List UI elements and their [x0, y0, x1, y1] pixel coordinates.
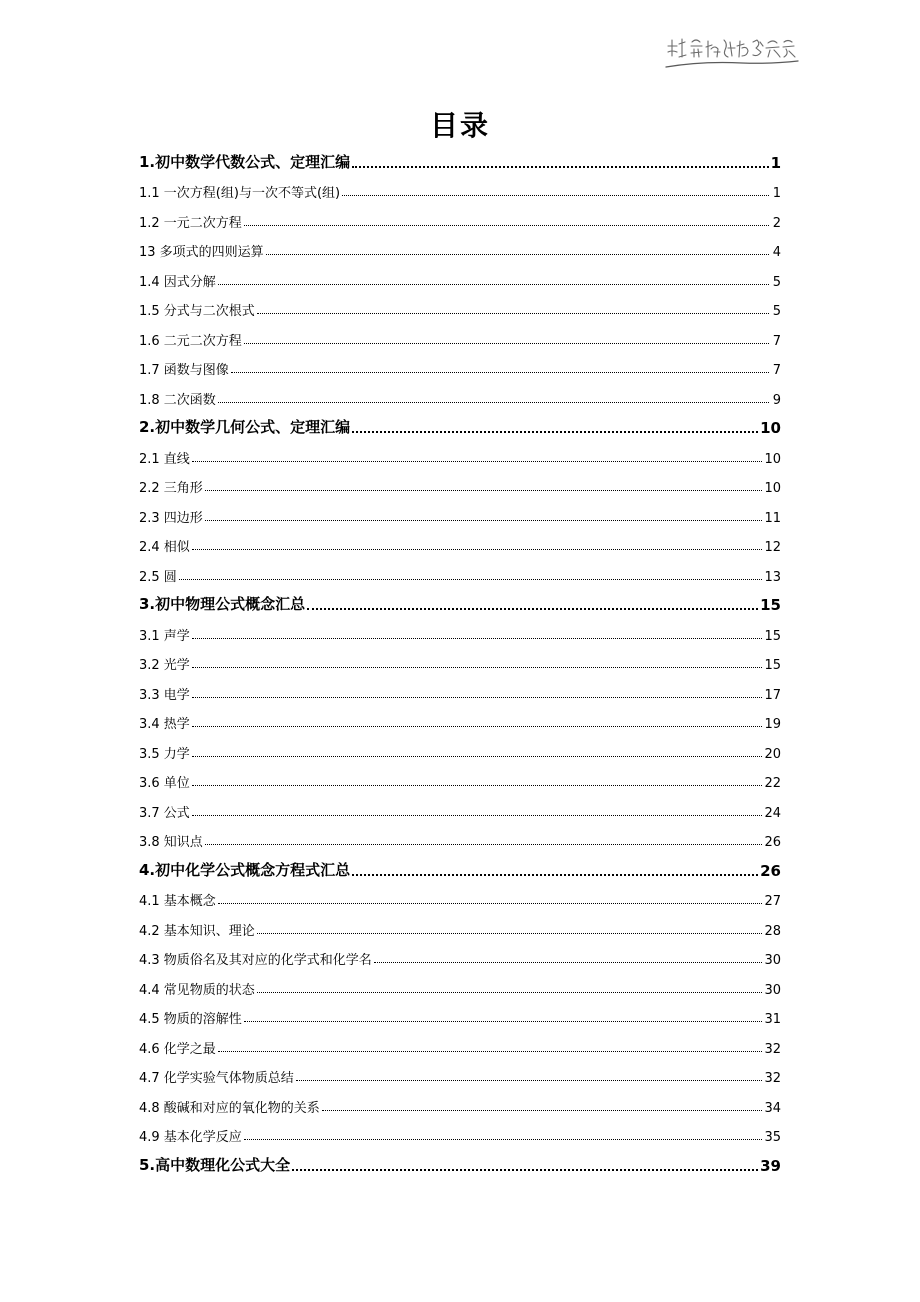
toc-dot-leader	[292, 1169, 758, 1171]
handwritten-signature	[662, 30, 802, 76]
toc-dot-leader	[218, 1051, 763, 1052]
toc-entry-page-number: 4	[772, 245, 781, 260]
toc-entry-label: 3.5 力学	[139, 746, 190, 762]
toc-dot-leader	[244, 1139, 763, 1140]
toc-title: 目录	[429, 109, 490, 142]
toc-entry-label: 2.1 直线	[139, 451, 190, 467]
toc-section-entry[interactable]	[139, 470, 781, 500]
toc-section-entry[interactable]	[139, 529, 781, 559]
toc-entry-page-number: 5	[772, 274, 781, 290]
toc-entry-page-number: 11	[764, 510, 781, 526]
toc-section-entry[interactable]	[139, 676, 781, 706]
toc-dot-leader	[296, 1080, 763, 1081]
toc-entry-page-number: 32	[764, 1071, 781, 1086]
toc-entry-label: 3.1 声学	[139, 628, 190, 644]
toc-entry-label: 4.7 化学实验气体物质总结	[139, 1071, 294, 1086]
toc-section-entry[interactable]	[139, 794, 781, 824]
toc-section-entry[interactable]	[139, 883, 781, 913]
toc-dot-leader	[244, 1021, 763, 1022]
toc-chapter-entry[interactable]	[139, 853, 781, 883]
toc-dot-leader	[192, 667, 763, 668]
toc-entry-label: 3.2 光学	[139, 658, 190, 673]
toc-dot-leader	[218, 903, 763, 904]
toc-section-entry[interactable]	[139, 204, 781, 234]
toc-dot-leader	[307, 608, 758, 610]
toc-entry-label: 4.9 基本化学反应	[139, 1130, 242, 1145]
toc-list	[139, 145, 781, 1178]
toc-dot-leader	[205, 844, 763, 845]
toc-entry-page-number: 5	[772, 304, 781, 319]
toc-dot-leader	[244, 343, 769, 344]
toc-chapter-entry[interactable]	[139, 145, 781, 175]
toc-chapter-entry[interactable]	[139, 1148, 781, 1178]
toc-chapter-entry[interactable]	[139, 588, 781, 618]
toc-entry-label: 2.初中数学几何公式、定理汇编	[139, 418, 351, 436]
toc-entry-label: 4.1 基本概念	[139, 894, 216, 909]
toc-dot-leader	[352, 431, 758, 433]
toc-entry-page-number: 10	[764, 451, 781, 467]
toc-section-entry[interactable]	[139, 1060, 781, 1090]
toc-section-entry[interactable]	[139, 765, 781, 795]
toc-dot-leader	[244, 225, 769, 226]
toc-entry-label: 1.8 二次函数	[139, 392, 216, 408]
toc-entry-page-number: 7	[772, 363, 781, 378]
toc-section-entry[interactable]	[139, 1089, 781, 1119]
toc-section-entry[interactable]	[139, 1119, 781, 1149]
toc-dot-leader	[192, 756, 763, 757]
toc-entry-label: 1.2 一元二次方程	[139, 215, 242, 231]
toc-entry-page-number: 15	[760, 596, 781, 614]
toc-section-entry[interactable]	[139, 499, 781, 529]
toc-entry-label: 13 多项式的四则运算	[139, 245, 264, 260]
toc-entry-label: 4.8 酸碱和对应的氧化物的关系	[139, 1100, 320, 1116]
toc-entry-page-number: 12	[764, 540, 781, 555]
toc-entry-label: 4.4 常见物质的状态	[139, 982, 255, 998]
toc-section-entry[interactable]	[139, 942, 781, 972]
toc-section-entry[interactable]	[139, 706, 781, 736]
toc-entry-page-number: 26	[764, 835, 781, 850]
toc-dot-leader	[342, 195, 769, 196]
toc-entry-label: 4.2 基本知识、理论	[139, 923, 255, 939]
toc-entry-page-number: 30	[764, 953, 781, 968]
toc-dot-leader	[257, 933, 763, 934]
toc-section-entry[interactable]	[139, 824, 781, 854]
toc-dot-leader	[218, 284, 769, 285]
toc-entry-label: 1.6 二元二次方程	[139, 333, 242, 349]
toc-section-entry[interactable]	[139, 440, 781, 470]
toc-entry-page-number: 15	[764, 628, 781, 644]
toc-section-entry[interactable]	[139, 558, 781, 588]
toc-entry-page-number: 34	[764, 1100, 781, 1116]
toc-section-entry[interactable]	[139, 263, 781, 293]
toc-dot-leader	[257, 313, 769, 314]
toc-entry-page-number: 28	[764, 923, 781, 939]
toc-entry-label: 2.4 相似	[139, 540, 190, 555]
toc-section-entry[interactable]	[139, 381, 781, 411]
toc-section-entry[interactable]	[139, 971, 781, 1001]
toc-dot-leader	[257, 992, 763, 993]
toc-entry-label: 1.1 一次方程(组)与一次不等式(组)	[139, 186, 341, 201]
toc-entry-page-number: 10	[760, 419, 781, 437]
toc-entry-page-number: 13	[764, 569, 781, 585]
toc-section-entry[interactable]	[139, 735, 781, 765]
toc-dot-leader	[205, 520, 763, 521]
toc-dot-leader	[192, 461, 763, 462]
toc-entry-label: 2.5 圆	[139, 569, 177, 585]
toc-entry-page-number: 39	[760, 1156, 781, 1175]
toc-entry-label: 4.6 化学之最	[139, 1041, 216, 1057]
toc-dot-leader	[192, 785, 763, 786]
toc-dot-leader	[192, 638, 763, 639]
toc-section-entry[interactable]	[139, 293, 781, 323]
toc-entry-page-number: 17	[764, 687, 781, 703]
toc-dot-leader	[374, 962, 763, 963]
toc-entry-page-number: 1	[770, 153, 781, 172]
toc-section-entry[interactable]	[139, 234, 781, 264]
toc-entry-page-number: 20	[764, 746, 781, 762]
toc-entry-label: 1.7 函数与图像	[139, 363, 229, 378]
signature-scribble-icon	[662, 30, 802, 76]
toc-entry-page-number: 9	[772, 392, 781, 408]
toc-entry-label: 3.7 公式	[139, 805, 190, 821]
toc-entry-page-number: 32	[764, 1041, 781, 1057]
toc-entry-page-number: 30	[764, 982, 781, 998]
toc-entry-label: 5.高中数理化公式大全	[139, 1155, 291, 1174]
toc-entry-label: 3.3 电学	[139, 687, 190, 703]
toc-section-entry[interactable]	[139, 1001, 781, 1031]
toc-section-entry[interactable]	[139, 912, 781, 942]
toc-entry-label: 4.3 物质俗名及其对应的化学式和化学名	[139, 953, 372, 968]
toc-entry-label: 3.8 知识点	[139, 835, 203, 850]
toc-dot-leader	[179, 579, 763, 580]
toc-entry-label: 3.6 单位	[139, 776, 190, 791]
toc-entry-page-number: 1	[772, 186, 781, 201]
toc-entry-page-number: 15	[764, 658, 781, 673]
toc-section-entry[interactable]	[139, 352, 781, 382]
toc-dot-leader	[205, 490, 763, 491]
toc-entry-page-number: 19	[764, 717, 781, 732]
toc-dot-leader	[192, 697, 763, 698]
toc-entry-page-number: 27	[764, 894, 781, 909]
toc-dot-leader	[352, 166, 768, 168]
toc-dot-leader	[266, 254, 769, 255]
toc-dot-leader	[192, 815, 763, 816]
toc-entry-page-number: 31	[764, 1012, 781, 1027]
toc-dot-leader	[218, 402, 769, 403]
toc-entry-label: 1.初中数学代数公式、定理汇编	[139, 152, 351, 171]
toc-entry-page-number: 10	[764, 481, 781, 496]
toc-section-entry[interactable]	[139, 322, 781, 352]
toc-entry-page-number: 26	[760, 861, 781, 880]
toc-entry-label: 4.初中化学公式概念方程式汇总	[139, 860, 351, 879]
toc-entry-label: 3.初中物理公式概念汇总	[139, 595, 306, 613]
toc-dot-leader	[192, 726, 763, 727]
toc-entry-label: 3.4 热学	[139, 717, 190, 732]
toc-chapter-entry[interactable]	[139, 411, 781, 441]
toc-entry-label: 2.2 三角形	[139, 481, 203, 496]
toc-entry-page-number: 24	[764, 805, 781, 821]
toc-entry-page-number: 7	[772, 333, 781, 349]
toc-section-entry[interactable]	[139, 175, 781, 205]
toc-section-entry[interactable]	[139, 1030, 781, 1060]
toc-entry-page-number: 2	[772, 215, 781, 231]
toc-section-entry[interactable]	[139, 617, 781, 647]
toc-dot-leader	[352, 874, 758, 876]
toc-entry-page-number: 22	[764, 776, 781, 791]
toc-entry-page-number: 35	[764, 1130, 781, 1145]
toc-entry-label: 1.5 分式与二次根式	[139, 304, 255, 319]
toc-entry-label: 2.3 四边形	[139, 510, 203, 526]
toc-section-entry[interactable]	[139, 647, 781, 677]
toc-dot-leader	[231, 372, 769, 373]
toc-dot-leader	[322, 1110, 763, 1111]
toc-entry-label: 4.5 物质的溶解性	[139, 1012, 242, 1027]
toc-entry-label: 1.4 因式分解	[139, 274, 216, 290]
toc-dot-leader	[192, 549, 763, 550]
